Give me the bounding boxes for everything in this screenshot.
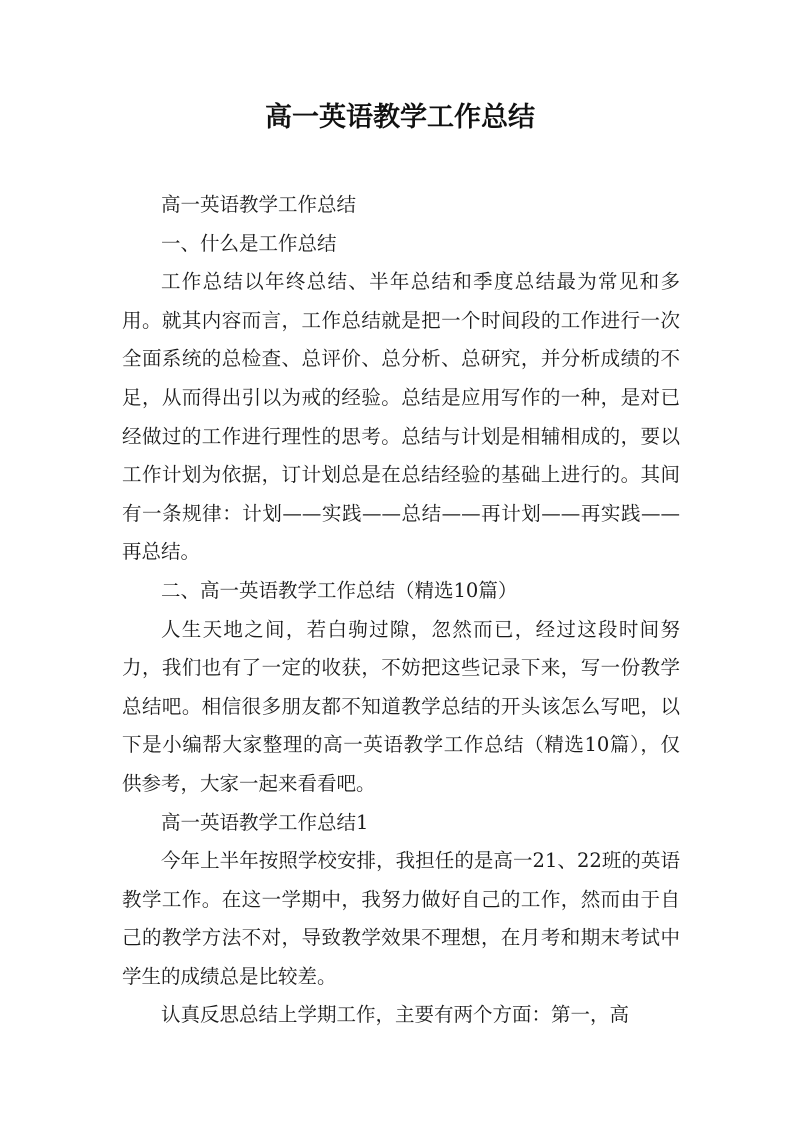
document-body — [122, 186, 680, 1035]
paragraph: 工作总结以年终总结、半年总结和季度总结最为常见和多用。就其内容而言，工作总结就是把一个时间段的工作进行一次全面系统的总检查、总评价、总分析、总研究，并分析成绩的不足，从而得出引以为戒的经验。总结是应用写作的一种，是对已经做过的工作进行理性的思考。总结与计划是相辅相成的，要以工作计划为依据，订计划总是在总结经验的基础上进行的。其间有一条规律：计划——实践——总结——再计划——再实践——再总结。 — [122, 270, 680, 564]
section-heading-2: 二、高一英语教学工作总结（精选10篇） — [161, 578, 518, 602]
paragraph: 认真反思总结上学期工作，主要有两个方面：第一，高 — [161, 1003, 630, 1027]
section-heading-1: 一、什么是工作总结 — [161, 231, 337, 255]
paragraph: 人生天地之间，若白驹过隙，忽然而已，经过这段时间努力，我们也有了一定的收获，不妨把这些记录下来，写一份教学总结吧。相信很多朋友都不知道教学总结的开头该怎么写吧，以下是小编帮大家整理的高一英语教学工作总结（精选10篇），仅供参考，大家一起来看看吧。 — [122, 617, 680, 795]
document-title: 高一英语教学工作总结 — [265, 102, 535, 133]
paragraph-heading: 高一英语教学工作总结 — [161, 193, 357, 216]
subsection-heading: 高一英语教学工作总结1 — [161, 810, 369, 834]
paragraph: 今年上半年按照学校安排，我担任的是高一21、22班的英语教学工作。在这一学期中，我努力做好自己的工作，然而由于自己的教学方法不对，导致教学效果不理想，在月考和期末考试中学生的成绩总是比较差。 — [122, 849, 680, 988]
